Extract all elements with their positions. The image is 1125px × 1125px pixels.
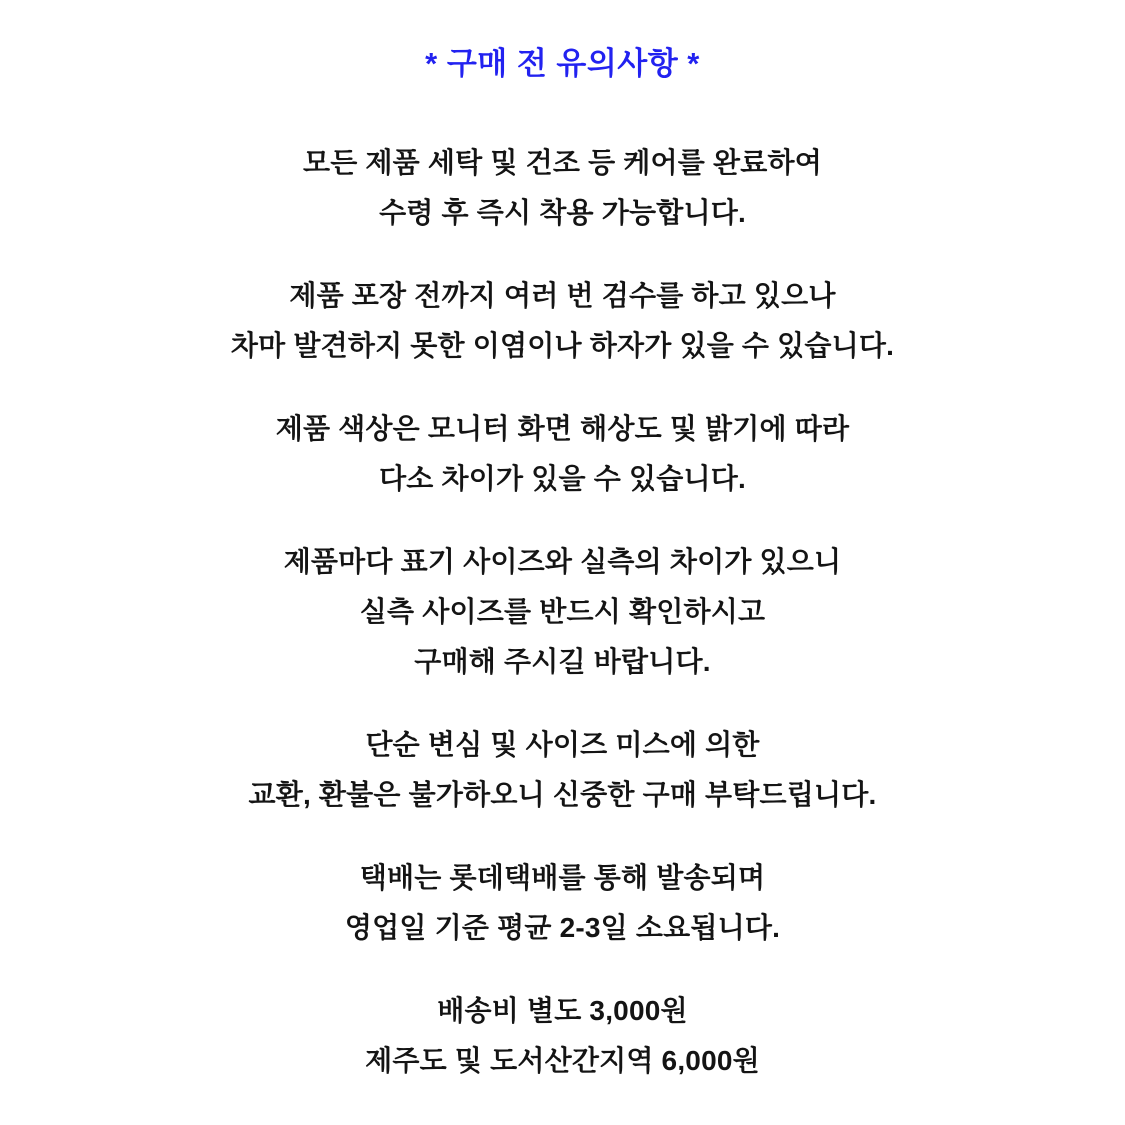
notice-line: 교환, 환불은 불가하오니 신중한 구매 부탁드립니다. [248, 779, 877, 810]
notice-line: 차마 발견하지 못한 이염이나 하자가 있을 수 있습니다. [230, 330, 895, 361]
notice-line: 제품 색상은 모니터 화면 해상도 및 밝기에 따라 [275, 413, 850, 444]
notice-paragraph-size [0, 537, 1125, 687]
notice-line: 수령 후 즉시 착용 가능합니다. [379, 197, 746, 228]
notice-paragraph-refund [0, 720, 1125, 820]
notice-line: 제주도 및 도서산간지역 6,000원 [365, 1045, 760, 1076]
notice-line: 실측 사이즈를 반드시 확인하시고 [359, 596, 766, 627]
notice-line: 모든 제품 세탁 및 건조 등 케어를 완료하여 [302, 147, 823, 178]
notice-paragraph-care [0, 138, 1125, 238]
notice-line: 구매해 주시길 바랍니다. [414, 646, 711, 677]
notice-line: 제품 포장 전까지 여러 번 검수를 하고 있으나 [289, 280, 836, 311]
notice-line: 다소 차이가 있을 수 있습니다. [379, 463, 746, 494]
notice-line: 택배는 롯데택배를 통해 발송되며 [359, 862, 766, 893]
notice-paragraph-inspection [0, 271, 1125, 371]
notice-line: 단순 변심 및 사이즈 미스에 의한 [365, 729, 760, 760]
notice-paragraph-shipping-fee [0, 986, 1125, 1086]
notice-line: 영업일 기준 평균 2-3일 소요됩니다. [344, 912, 781, 943]
notice-paragraph-shipping [0, 853, 1125, 953]
notice-paragraph-color [0, 404, 1125, 504]
notice-line: 배송비 별도 3,000원 [437, 995, 688, 1026]
notice-line: 제품마다 표기 사이즈와 실측의 차이가 있으니 [283, 546, 842, 577]
notice-title: * 구매 전 유의사항 * [425, 46, 700, 81]
